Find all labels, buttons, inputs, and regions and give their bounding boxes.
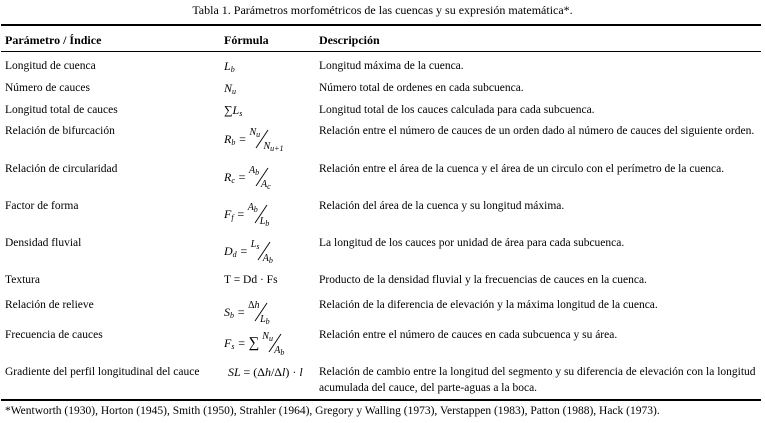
header-rule xyxy=(1,51,761,52)
row-parameter: Frecuencia de cauces xyxy=(5,329,103,341)
header-parameter: Parámetro / Índice xyxy=(5,33,102,47)
row-parameter: Factor de forma xyxy=(5,200,79,212)
row-description: Longitud máxima de la cuenca. xyxy=(319,60,464,72)
row-parameter: Relación de circularidad xyxy=(5,163,118,175)
row-description: Relación entre el número de cauces de un orden dado al número de cauces del siguiente orden. xyxy=(319,125,755,137)
row-parameter: Relación de bifurcación xyxy=(5,125,115,137)
row-formula: $L_b$ xyxy=(224,59,235,74)
row-formula: $F_s$ = ∑ $N_u$ $A_b$ xyxy=(224,331,285,357)
row-formula: $R_b$ = $N_u$ $N_{u+1}$ xyxy=(224,127,284,153)
row-parameter: Número de cauces xyxy=(5,82,90,94)
row-description: Número total de ordenes en cada subcuenca. xyxy=(319,82,524,94)
header-formula: Fórmula xyxy=(224,33,269,47)
row-formula: $F_f$ = $A_b$ $L_b$ xyxy=(224,202,270,228)
header-description: Descripción xyxy=(319,33,380,47)
row-parameter: Relación de relieve xyxy=(5,299,94,311)
row-description: Producto de la densidad fluvial y la frecuencias de cauces en la cuenca. xyxy=(319,274,647,286)
row-description: Relación entre el área de la cuenca y el área de un circulo con el perímetro de la cuenca. xyxy=(319,163,725,175)
row-parameter: Textura xyxy=(5,274,40,286)
row-formula: $\sum L_s$ xyxy=(224,103,243,118)
row-description: Relación de la diferencia de elevación y la máxima longitud de la cuenca. xyxy=(319,299,658,311)
row-formula: $S_b$ = Δh $L_b$ xyxy=(224,300,270,326)
row-formula: SL = (Δh/Δl) · l xyxy=(228,365,303,379)
row-description: La longitud de los cauces por unidad de área para cada subcuenca. xyxy=(319,237,625,249)
top-rule xyxy=(1,24,761,26)
row-parameter: Densidad fluvial xyxy=(5,237,82,249)
row-parameter: Gradiente del perfil longitudinal del cauce xyxy=(5,366,200,378)
row-formula: $R_c$ = $A_b$ $A_c$ xyxy=(224,165,271,191)
row-formula: T = Dd · Fs xyxy=(224,274,278,286)
row-description: Relación de cambio entre la longitud del segmento y su diferencia de elevación con la longitud acumulada del cauce, del parte-aguas a la boca. xyxy=(319,366,756,394)
row-description: Relación entre el número de cauces en cada subcuenca y su área. xyxy=(319,329,618,341)
bottom-rule xyxy=(1,399,761,401)
row-description: Relación del área de la cuenca y su longitud máxima. xyxy=(319,200,565,212)
row-formula: $N_u$ xyxy=(224,81,237,96)
footnote: *Wentworth (1930), Horton (1945), Smith (1950), Strahler (1964), Gregory y Walling (1973), Verstappen (1983), Patton (1988), Hack (1973). xyxy=(5,405,660,417)
row-formula: $D_d$ = $L_s$ $A_b$ xyxy=(224,239,273,265)
table-caption: Tabla 1. Parámetros morfométricos de las cuencas y su expresión matemática*. xyxy=(192,3,573,17)
row-description: Longitud total de los cauces calculada para cada subcuenca. xyxy=(319,104,595,116)
row-parameter: Longitud de cuenca xyxy=(5,60,96,72)
row-parameter: Longitud total de cauces xyxy=(5,104,118,116)
